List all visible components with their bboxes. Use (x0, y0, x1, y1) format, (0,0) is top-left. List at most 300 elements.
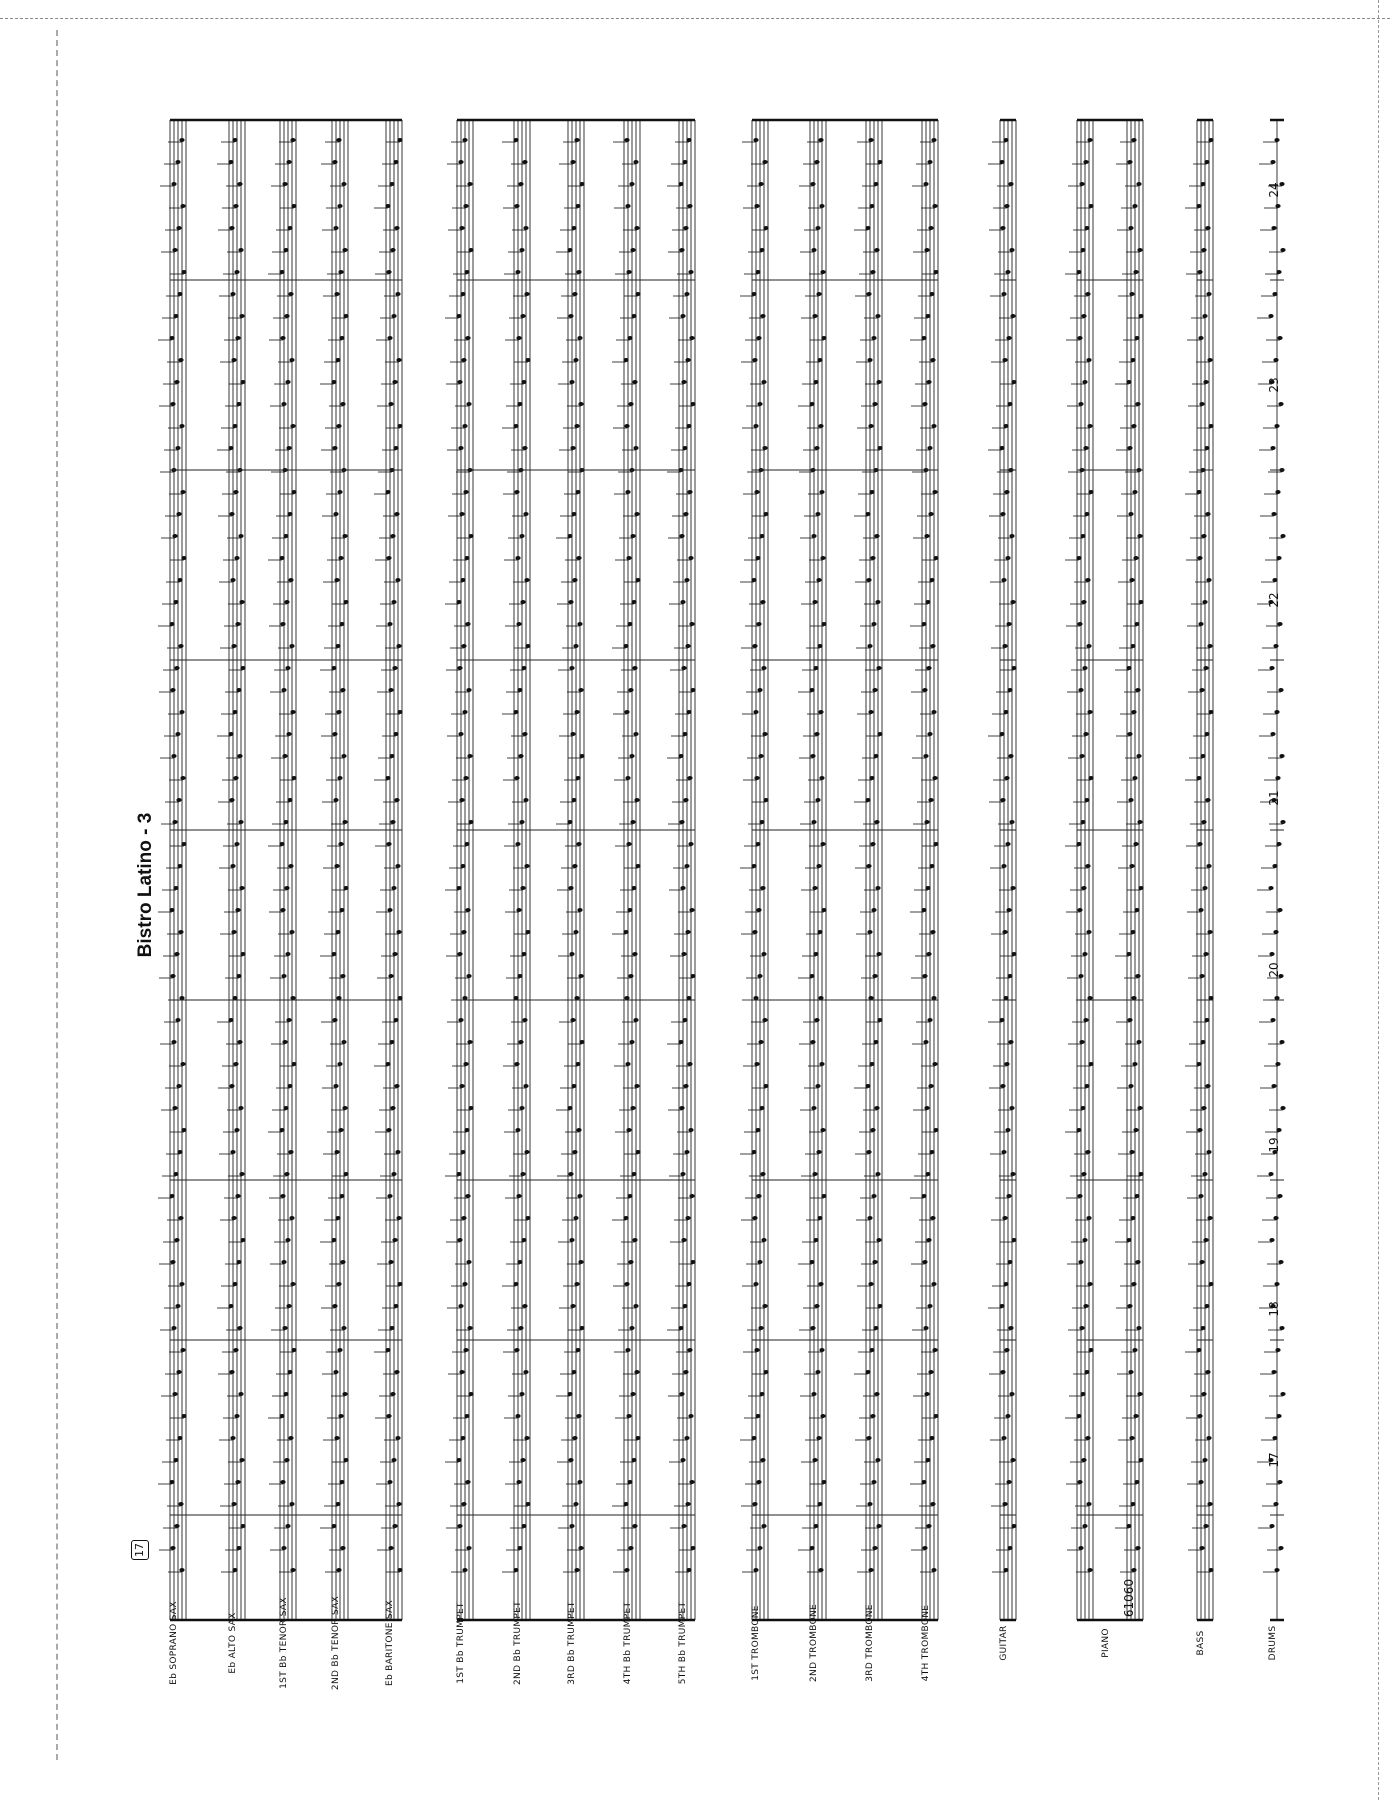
notehead (629, 182, 634, 186)
notehead (291, 1062, 296, 1066)
notehead (232, 424, 237, 428)
notehead (515, 556, 520, 560)
notehead (812, 886, 817, 890)
notehead (1078, 1260, 1083, 1264)
notehead (460, 1436, 465, 1440)
notehead (338, 842, 343, 846)
notehead (754, 1062, 759, 1066)
notehead (1203, 666, 1208, 670)
notehead (341, 754, 346, 758)
notehead (635, 1150, 640, 1154)
notehead (340, 1260, 345, 1264)
notehead (760, 1458, 765, 1462)
notehead (285, 666, 290, 670)
notehead (1277, 908, 1282, 912)
notehead (240, 666, 245, 670)
notehead (578, 974, 583, 978)
notehead (176, 226, 181, 230)
instrument-label: PIANO (1101, 1628, 1111, 1658)
notehead (570, 1304, 575, 1308)
notehead (759, 248, 764, 252)
notehead (933, 556, 938, 560)
notehead (284, 600, 289, 604)
notehead (578, 402, 583, 406)
notehead (1198, 908, 1203, 912)
notehead (999, 732, 1004, 736)
notehead (239, 1172, 244, 1176)
notehead (236, 974, 241, 978)
notehead (460, 864, 465, 868)
notehead (169, 1480, 174, 1484)
notehead (518, 754, 523, 758)
notehead (1007, 402, 1012, 406)
notehead (1133, 1414, 1138, 1418)
notehead (1010, 314, 1015, 318)
notehead (633, 446, 638, 450)
notehead (623, 644, 628, 648)
instrument-label: 1ST Bb TENOR SAX (279, 1597, 289, 1689)
notehead (1135, 402, 1140, 406)
notehead (690, 688, 695, 692)
notehead (518, 1040, 523, 1044)
notehead (458, 446, 463, 450)
notehead (682, 1018, 687, 1022)
notehead (1135, 1546, 1140, 1550)
notehead (628, 688, 633, 692)
notehead (173, 600, 178, 604)
notehead (1002, 1216, 1007, 1220)
notehead (1204, 732, 1209, 736)
notehead (820, 270, 825, 274)
notehead (237, 754, 242, 758)
notehead (921, 622, 926, 626)
notehead (927, 732, 932, 736)
notehead (1199, 1260, 1204, 1264)
notehead (813, 1524, 818, 1528)
notehead (762, 160, 767, 164)
notehead (1205, 1084, 1210, 1088)
notehead (925, 1458, 930, 1462)
notehead (390, 1392, 395, 1396)
notehead (757, 402, 762, 406)
notehead (174, 666, 179, 670)
notehead (923, 1040, 928, 1044)
notehead (1076, 1414, 1081, 1418)
notehead (929, 1150, 934, 1154)
notehead (1201, 1392, 1206, 1396)
notehead (464, 1414, 469, 1418)
notehead (466, 1260, 471, 1264)
notehead (1005, 1128, 1010, 1132)
notehead (281, 974, 286, 978)
notehead (237, 182, 242, 186)
notehead (1137, 248, 1142, 252)
notehead (172, 248, 177, 252)
notehead (1088, 776, 1093, 780)
notehead (236, 402, 241, 406)
notehead (515, 842, 520, 846)
notehead (343, 1458, 348, 1462)
notehead (1129, 292, 1134, 296)
notehead (626, 842, 631, 846)
notehead (752, 358, 757, 362)
notehead (871, 336, 876, 340)
notehead (1000, 226, 1005, 230)
notehead (1004, 776, 1009, 780)
notehead (751, 292, 756, 296)
notehead (339, 1194, 344, 1198)
notehead (570, 446, 575, 450)
notehead (930, 358, 935, 362)
notehead (465, 1194, 470, 1198)
notehead (524, 292, 529, 296)
notehead (394, 1084, 399, 1088)
notehead (1087, 138, 1092, 142)
notehead (334, 864, 339, 868)
notehead (1082, 666, 1087, 670)
notehead (1085, 1436, 1090, 1440)
notehead (577, 1194, 582, 1198)
notehead (1011, 1524, 1016, 1528)
staff (667, 120, 696, 1620)
notehead (517, 974, 522, 978)
notehead (457, 952, 462, 956)
notehead (1085, 864, 1090, 868)
notehead (571, 798, 576, 802)
notehead (1207, 930, 1212, 934)
notehead (1006, 336, 1011, 340)
notehead (336, 710, 341, 714)
notehead (1000, 1370, 1005, 1374)
notehead (457, 1238, 462, 1242)
notehead (923, 754, 928, 758)
notehead (1196, 204, 1201, 208)
notehead (921, 1194, 926, 1198)
notehead (865, 798, 870, 802)
notehead (815, 226, 820, 230)
notehead (1011, 666, 1016, 670)
notehead (678, 1040, 683, 1044)
notehead (1003, 138, 1008, 142)
notehead (1206, 292, 1211, 296)
notehead (1276, 1414, 1281, 1418)
notehead (625, 776, 630, 780)
notehead (332, 446, 337, 450)
notehead (867, 1216, 872, 1220)
notehead (579, 754, 584, 758)
notehead (288, 578, 293, 582)
notehead (282, 754, 287, 758)
notehead (633, 1304, 638, 1308)
notehead (514, 1062, 519, 1066)
notehead (567, 820, 572, 824)
notehead (818, 424, 823, 428)
notehead (332, 732, 337, 736)
notehead (1088, 490, 1093, 494)
notehead (343, 314, 348, 318)
notehead (334, 578, 339, 582)
notehead (999, 1304, 1004, 1308)
notehead (1077, 908, 1082, 912)
notehead (686, 710, 691, 714)
notehead (574, 710, 579, 714)
notehead (931, 710, 936, 714)
notehead (928, 512, 933, 516)
notehead (341, 182, 346, 186)
notehead (1197, 270, 1202, 274)
notehead (458, 732, 463, 736)
notehead (1204, 1018, 1209, 1022)
notehead (340, 402, 345, 406)
notehead (1000, 798, 1005, 802)
notehead (1131, 1282, 1136, 1286)
notehead (332, 160, 337, 164)
notehead (338, 556, 343, 560)
notehead (239, 886, 244, 890)
notehead (387, 1480, 392, 1484)
notehead (762, 1018, 767, 1022)
notehead (1081, 314, 1086, 318)
notehead (393, 1304, 398, 1308)
notehead (575, 1348, 580, 1352)
measure-number: 20 (1267, 962, 1281, 978)
notehead (236, 1260, 241, 1264)
notehead (758, 1326, 763, 1330)
notehead (1206, 578, 1211, 582)
notehead (179, 424, 184, 428)
notehead (626, 270, 631, 274)
notehead (683, 226, 688, 230)
notehead (626, 1414, 631, 1418)
notehead (289, 1502, 294, 1506)
staff (740, 120, 769, 1620)
notehead (869, 1062, 874, 1066)
notehead (682, 1304, 687, 1308)
notehead (1273, 930, 1278, 934)
notehead (516, 622, 521, 626)
notehead (625, 204, 630, 208)
notehead (1138, 886, 1143, 890)
notehead (1270, 732, 1275, 736)
notehead (686, 138, 691, 142)
notehead (632, 1524, 637, 1528)
notehead (175, 1018, 180, 1022)
notehead (577, 908, 582, 912)
notehead (516, 1194, 521, 1198)
notehead (930, 644, 935, 648)
notehead (229, 1370, 234, 1374)
notehead (815, 798, 820, 802)
notehead (343, 600, 348, 604)
notehead (635, 1436, 640, 1440)
notehead (753, 996, 758, 1000)
notehead (763, 798, 768, 802)
notehead (1207, 358, 1212, 362)
notehead (811, 1106, 816, 1110)
notehead (459, 226, 464, 230)
notehead (1085, 578, 1090, 582)
notehead (1197, 1414, 1202, 1418)
notehead (1131, 996, 1136, 1000)
notehead (180, 1062, 185, 1066)
notehead (868, 710, 873, 714)
notehead (810, 182, 815, 186)
notehead (866, 1436, 871, 1440)
notehead (1133, 842, 1138, 846)
notehead (518, 182, 523, 186)
notehead (1207, 1502, 1212, 1506)
notehead (877, 1018, 882, 1022)
notehead (1006, 1480, 1011, 1484)
notehead (1279, 1040, 1284, 1044)
notehead (286, 1018, 291, 1022)
notehead (1127, 732, 1132, 736)
notehead (932, 1348, 937, 1352)
notehead (1272, 292, 1277, 296)
notehead (1005, 270, 1010, 274)
notehead (464, 842, 469, 846)
notehead (396, 930, 401, 934)
notehead (514, 1348, 519, 1352)
notehead (180, 490, 185, 494)
notehead (572, 292, 577, 296)
notehead (1082, 1524, 1087, 1528)
notehead (288, 1436, 293, 1440)
notehead (282, 182, 287, 186)
notehead (1278, 402, 1283, 406)
notehead (233, 1062, 238, 1066)
staff (320, 120, 349, 1620)
notehead (821, 336, 826, 340)
notehead (930, 1502, 935, 1506)
notehead (752, 1216, 757, 1220)
notehead (396, 1502, 401, 1506)
notehead (623, 1216, 628, 1220)
notehead (524, 1436, 529, 1440)
notehead (238, 1106, 243, 1110)
notehead (1002, 358, 1007, 362)
notehead (866, 578, 871, 582)
notehead (753, 424, 758, 428)
notehead (170, 402, 175, 406)
notehead (171, 754, 176, 758)
notehead (279, 1128, 284, 1132)
notehead (1001, 292, 1006, 296)
notehead (177, 1150, 182, 1154)
notehead (461, 1502, 466, 1506)
notehead (1003, 996, 1008, 1000)
notehead (816, 578, 821, 582)
notehead (385, 1348, 390, 1352)
instrument-label: GUITAR (999, 1625, 1009, 1661)
instrument-label: 2ND TROMBONE (809, 1604, 819, 1682)
notehead (289, 644, 294, 648)
notehead (1198, 1480, 1203, 1484)
notehead (1002, 930, 1007, 934)
notehead (390, 248, 395, 252)
notehead (1275, 1348, 1280, 1352)
notehead (1081, 886, 1086, 890)
notehead (1278, 688, 1283, 692)
instrument-label: Eb SOPRANO SAX (169, 1601, 179, 1685)
notehead (234, 270, 239, 274)
notehead (169, 1194, 174, 1198)
notehead (624, 424, 629, 428)
notehead (177, 864, 182, 868)
notehead (286, 160, 291, 164)
notehead (578, 1260, 583, 1264)
notehead (462, 424, 467, 428)
notehead (387, 908, 392, 912)
notehead (393, 732, 398, 736)
notehead (397, 138, 402, 142)
notehead (391, 314, 396, 318)
notehead (456, 600, 461, 604)
notehead (388, 974, 393, 978)
notehead (517, 402, 522, 406)
notehead (1079, 1326, 1084, 1330)
notehead (290, 710, 295, 714)
notehead (522, 160, 527, 164)
notehead (683, 1084, 688, 1088)
notehead (1079, 754, 1084, 758)
notehead (1088, 1062, 1093, 1066)
notehead (571, 1084, 576, 1088)
notehead (1207, 644, 1212, 648)
notehead (1086, 1502, 1091, 1506)
instrument-label: 2ND Bb TENOR SAX (331, 1595, 341, 1691)
notehead (284, 886, 289, 890)
notehead (392, 380, 397, 384)
notehead (1132, 1062, 1137, 1066)
notehead (468, 248, 473, 252)
notehead (461, 930, 466, 934)
notehead (567, 534, 572, 538)
notehead (1135, 974, 1140, 978)
notehead (1197, 1128, 1202, 1132)
notehead (754, 776, 759, 780)
notehead (871, 1194, 876, 1198)
notehead (173, 1172, 178, 1176)
notehead (629, 754, 634, 758)
notehead (465, 1480, 470, 1484)
notehead (1202, 1172, 1207, 1176)
notehead (178, 1216, 183, 1220)
notehead (865, 512, 870, 516)
notehead (1268, 886, 1273, 890)
notehead (280, 336, 285, 340)
notehead (680, 314, 685, 318)
notehead (1137, 1106, 1142, 1110)
notehead (386, 1128, 391, 1132)
notehead (282, 1040, 287, 1044)
instrument-label: 5TH Bb TRUMPET (678, 1601, 688, 1685)
notehead (1273, 644, 1278, 648)
notehead (630, 1392, 635, 1396)
notehead (342, 534, 347, 538)
notehead (1130, 644, 1135, 648)
notehead (751, 1436, 756, 1440)
notehead (921, 908, 926, 912)
notehead (1129, 1436, 1134, 1440)
notehead (623, 930, 628, 934)
notehead (685, 1502, 690, 1506)
notehead (569, 1524, 574, 1528)
instrument-label: 3RD TROMBONE (865, 1604, 875, 1682)
notehead (1280, 248, 1285, 252)
notehead (927, 446, 932, 450)
notehead (457, 380, 462, 384)
